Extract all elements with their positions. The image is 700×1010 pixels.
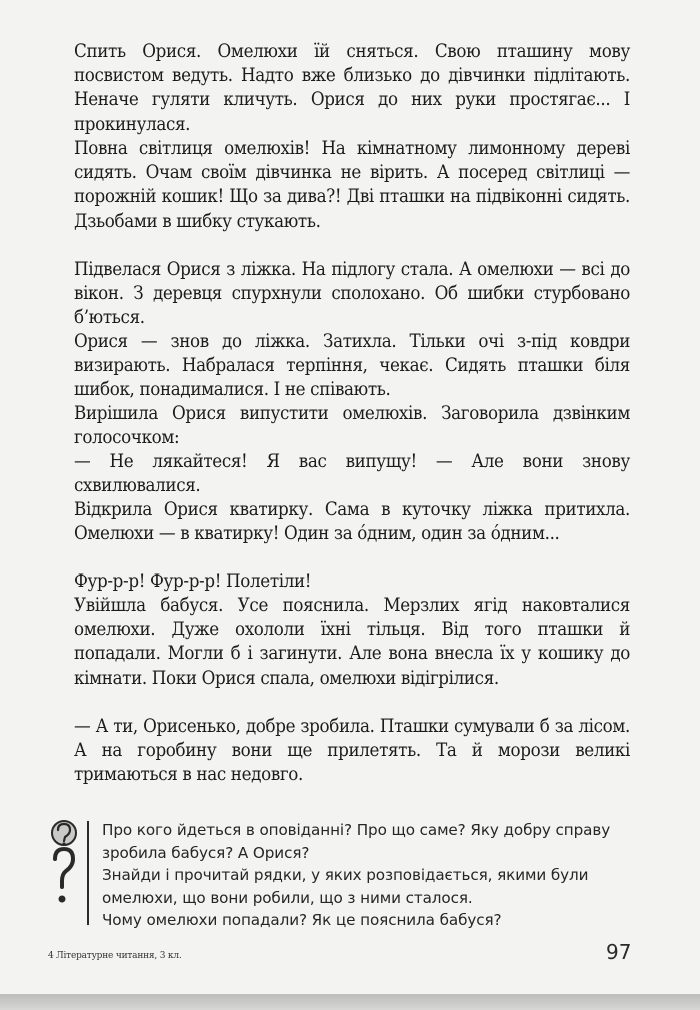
questions-list <box>102 819 642 932</box>
question-icon <box>46 819 82 909</box>
story-text <box>74 40 630 787</box>
page-edge-shadow <box>0 994 700 1010</box>
story-paragraph: Увійшла бабуся. Усе пояснила. Мерзлих ягід наковталися омелюхи. Дуже охололи їхні тільця. Від того пташки й попадали. Могли б і загинути. Але вона внесла їх у кошику до кімнати. Поки Орися спала, омелюхи відігрілися. <box>74 595 630 689</box>
story-paragraph: — Не лякайтеся! Я вас випущу! — Але вони знову схвилювалися. <box>74 451 630 497</box>
question-item: Про кого йдеться в оповіданні? Про що саме? Яку добру справу зробила бабуся? А Орися? <box>102 821 611 862</box>
questions-divider <box>87 821 89 925</box>
footer-note: 4 Літературне читання, 3 кл. <box>48 951 182 961</box>
story-paragraph: Повна світлиця омелюхів! На кімнатному лимонному дереві сидять. Очам своїм дівчинка не вірить. А посеред світлиці — порожній кошик! Що за дива?! Дві пташки на підвіконні сидять. Дзьобами в шибку стукають. <box>74 138 630 232</box>
question-item: Знайди і прочитай рядки, у яких розповідається, якими були омелюхи, що вони робили, що з ними сталося. <box>102 866 589 907</box>
story-paragraph: Орися — знов до ліжка. Затихла. Тільки очі з-під ковдри визирають. Набралася терпіння, чекає. Сидять пташки біля шибок, понадималися. І не співають. <box>74 331 630 401</box>
story-paragraph: — А ти, Орисенько, добре зробила. Пташки сумували б за лісом. А на горобину вони ще прилетять. Та й морози великі тримаються в нас недовго. <box>74 716 630 786</box>
story-paragraph: Відкрила Орися кватирку. Сама в куточку ліжка притихла. Омелюхи — в кватирку! Один за о́дним, один за о́дним... <box>74 499 630 545</box>
questions-block <box>40 815 640 930</box>
page-number: 97 <box>606 940 632 964</box>
story-paragraph: Вирішила Орися випустити омелюхів. Заговорила дзвінким голосочком: <box>74 403 630 449</box>
story-paragraph: Фур-р-р! Фур-р-р! Полетіли! <box>74 571 312 592</box>
question-item: Чому омелюхи попадали? Як це пояснила бабуся? <box>102 911 502 929</box>
story-paragraph: Підвелася Орися з ліжка. На підлогу стала. А омелюхи — всі до вікон. З деревця спурхнули сполохано. Об шибки стурбовано б’ються. <box>74 259 630 329</box>
story-paragraph: Спить Орися. Омелюхи їй сняться. Свою пташину мову посвистом ведуть. Надто вже близько до дівчинки підлітають. Неначе гуляти кличуть. Орися до них руки простягає... І прокинулася. <box>74 41 630 135</box>
